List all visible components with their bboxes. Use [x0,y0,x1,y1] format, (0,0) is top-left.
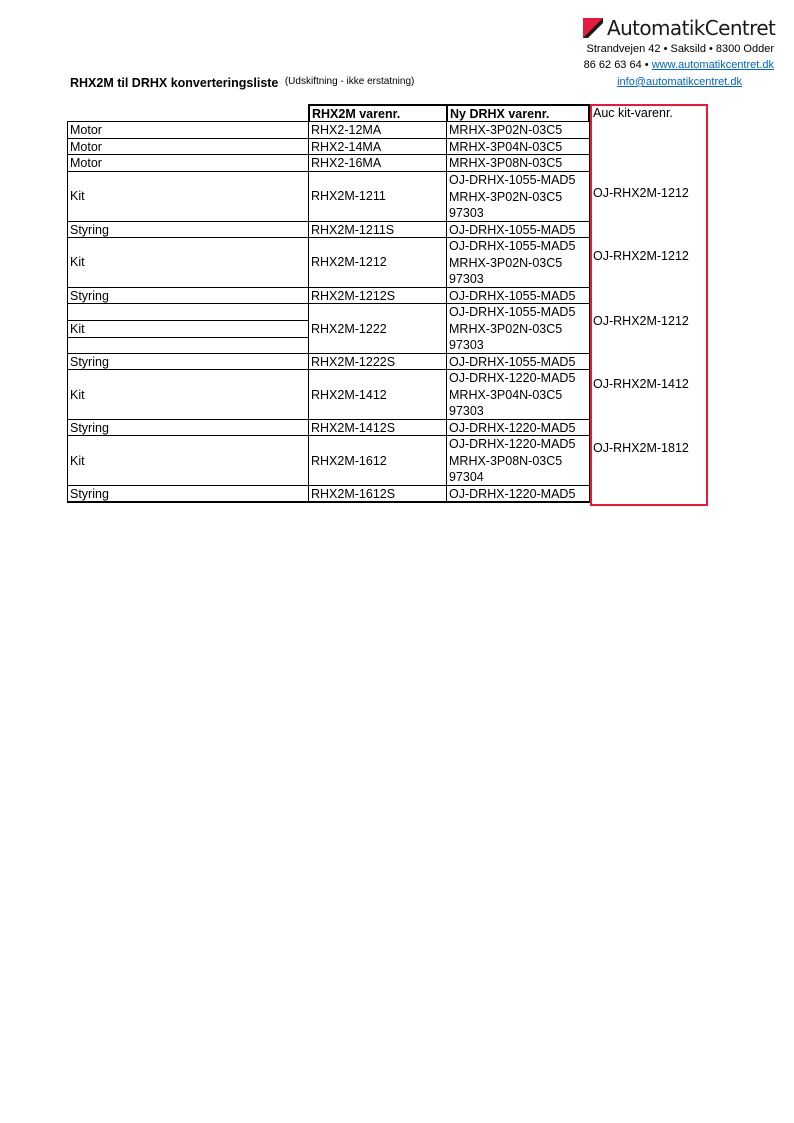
table-row-type: Styring [67,485,310,503]
table-row-type: Kit [67,369,310,421]
table-row-old: RHX2M-1211S [308,221,448,239]
table-row-type: Motor [67,154,310,172]
email-line [617,76,742,88]
table-row-new: OJ-DRHX-1055-MAD5 MRHX-3P02N-03C5 97303 [446,303,590,355]
table-row-new: OJ-DRHX-1055-MAD5 [446,221,590,239]
table-row-type: Kit [67,171,310,222]
header-old-number: RHX2M varenr. [308,104,448,123]
table-row-new: MRHX-3P02N-03C5 [446,121,590,139]
table-row-old: RHX2-12MA [308,121,448,139]
table-row-new: OJ-DRHX-1055-MAD5 MRHX-3P02N-03C5 97303 [446,171,590,222]
separator-dot: • [644,59,649,71]
table-row-type: Styring [67,419,310,437]
table-row-new: OJ-DRHX-1055-MAD5 [446,287,590,305]
kit-number: OJ-RHX2M-1212 [593,186,689,200]
table-row-old: RHX2M-1612 [308,435,448,487]
company-address: Strandvejen 42 • Saksild • 8300 Odder [586,43,774,55]
table-row-new: OJ-DRHX-1220-MAD5 [446,419,590,437]
table-row-old: RHX2M-1222 [308,303,448,355]
company-phone: 86 62 63 64 [583,59,642,71]
table-row-type: Styring [67,287,310,305]
table-row-type: Styring [67,221,310,239]
table-row-type: Kit [67,237,310,288]
document-subtitle: (Udskiftning - ikke erstatning) [284,76,415,87]
company-name: AutomatikCentret [607,16,776,40]
table-row-old: RHX2M-1222S [308,353,448,371]
contact-line [584,59,774,71]
table-row-old: RHX2-16MA [308,154,448,172]
company-logo [583,14,775,42]
kit-number: OJ-RHX2M-1812 [593,441,689,455]
table-row-old: RHX2M-1212S [308,287,448,305]
document-title-block [70,74,414,92]
header-kit-number: Auc kit-varenr. [593,106,673,120]
table-row-type: Kit [67,435,310,487]
table-row-type-blank [67,303,310,321]
document-title: RHX2M til DRHX konverteringsliste [70,76,279,90]
table-row-new: OJ-DRHX-1220-MAD5 MRHX-3P04N-03C5 97303 [446,369,590,421]
table-row-new: MRHX-3P08N-03C5 [446,154,590,172]
kit-number: OJ-RHX2M-1212 [593,314,689,328]
table-row-old: RHX2M-1612S [308,485,448,503]
table-row-old: RHX2M-1211 [308,171,448,222]
table-row-type: Styring [67,353,310,371]
table-row-type: Motor [67,121,310,139]
table-row-new: MRHX-3P04N-03C5 [446,138,590,155]
table-row-old: RHX2M-1412 [308,369,448,421]
kit-number: OJ-RHX2M-1412 [593,377,689,391]
header-new-number: Ny DRHX varenr. [446,104,590,123]
table-row-new: OJ-DRHX-1055-MAD5 MRHX-3P02N-03C5 97303 [446,237,590,288]
table-row-old: RHX2-14MA [308,138,448,155]
logo-icon [583,18,603,38]
table-row-old: RHX2M-1212 [308,237,448,288]
kit-number: OJ-RHX2M-1212 [593,249,689,263]
table-row-old: RHX2M-1412S [308,419,448,437]
table-row-type: Motor [67,138,310,155]
table-row-new: OJ-DRHX-1055-MAD5 [446,353,590,371]
website-link[interactable]: www.automatikcentret.dk [651,59,774,71]
table-row-new: OJ-DRHX-1220-MAD5 [446,485,590,503]
table-row-type: Kit [67,320,310,338]
email-link[interactable]: info@automatikcentret.dk [617,76,742,88]
table-row-new: OJ-DRHX-1220-MAD5 MRHX-3P08N-03C5 97304 [446,435,590,487]
